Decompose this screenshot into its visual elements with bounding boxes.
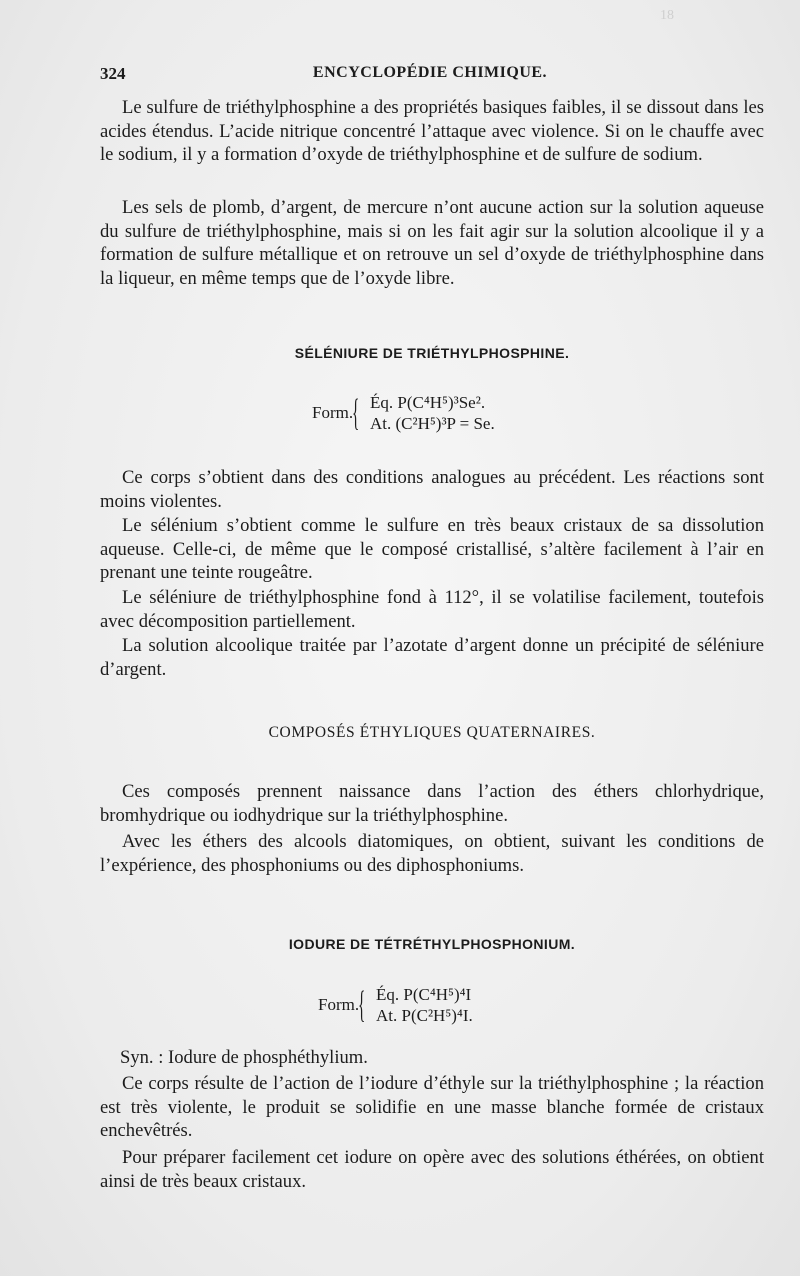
synonym-line: Syn. : Iodure de phosphéthylium.	[120, 1047, 368, 1068]
formula-atomic: At. (C²H⁵)³P = Se.	[370, 414, 495, 433]
page-number: 324	[100, 64, 126, 83]
page-header	[100, 62, 760, 86]
running-title: ENCYCLOPÉDIE CHIMIQUE.	[312, 64, 548, 81]
paragraph-iodure-formation: Ce corps résulte de l’action de l’iodure d’éthyle sur la triéthylphosphine ; la réaction est très violente, le produit se solidifie en une masse blanche formée de cristaux enchevêtrés.	[100, 1073, 764, 1141]
paragraph-ethers: Ces composés prennent naissance dans l’action des éthers chlorhydrique, bromhydrique ou iodhydrique sur la triéthylphosphine.	[100, 781, 764, 826]
formula-brace: {	[358, 984, 366, 1026]
formula-equivalent: Éq. P(C⁴H⁵)⁴I	[376, 985, 472, 1004]
section-heading-iodure: IODURE DE TÉTRÉTHYLPHOSPHONIUM.	[288, 936, 576, 952]
formula-atomic: At. P(C²H⁵)⁴I.	[376, 1006, 473, 1025]
paragraph-obtention: Ce corps s’obtient dans des conditions analogues au précédent. Les réactions sont moins violentes.	[100, 467, 764, 512]
paragraph-sulfure-properties: Le sulfure de triéthylphosphine a des propriétés basiques faibles, il se dissout dans les acides étendus. L’acide nitrique concentré l’attaque avec violence. Si on le chauffe avec le sodium, il y a formation d’oxyde de triéthylphosphine et de sulfure de sodium.	[100, 97, 764, 165]
paragraph-selenium-crystals: Le sélénium s’obtient comme le sulfure en très beaux cristaux de sa dissolution aqueuse. Celle-ci, de même que le composé cristallisé, s’altère facilement à l’air en prenant une teinte rougeâtre.	[100, 515, 764, 583]
formula-equivalent: Éq. P(C⁴H⁵)³Se².	[370, 393, 486, 412]
section-heading-quaternary: COMPOSÉS ÉTHYLIQUES QUATERNAIRES.	[268, 724, 596, 741]
paragraph-metal-salts: Les sels de plomb, d’argent, de mercure n’ont aucune action sur la solution aqueuse du sulfure de triéthylphosphine, mais si on les fait agir sur la solution alcoolique il y a formation de sulfure métallique et on retrouve un sel d’oxyde de triéthylphosphine dans la liqueur, en même temps que de l’oxyde libre.	[100, 197, 764, 289]
section-heading-seleniure: SÉLÉNIURE DE TRIÉTHYLPHOSPHINE.	[294, 345, 570, 361]
paragraph-iodure-preparation: Pour préparer facilement cet iodure on opère avec des solutions éthérées, on obtient ainsi de très beaux cristaux.	[100, 1147, 764, 1192]
bleed-through-mark: 18	[660, 8, 674, 23]
paragraph-silver-precipitate: La solution alcoolique traitée par l’azotate d’argent donne un précipité de séléniure d’argent.	[100, 635, 764, 680]
paragraph-diatomic-alcohols: Avec les éthers des alcools diatomiques, on obtient, suivant les conditions de l’expérience, des phosphoniums ou des diphosphoniums.	[100, 831, 764, 876]
paragraph-melting-point: Le séléniure de triéthylphosphine fond à 112°, il se volatilise facilement, toutefois avec décomposition partiellement.	[100, 587, 764, 632]
formula-label: Form.	[312, 403, 354, 422]
formula-label: Form.	[318, 995, 360, 1014]
formula-brace: {	[352, 392, 360, 434]
